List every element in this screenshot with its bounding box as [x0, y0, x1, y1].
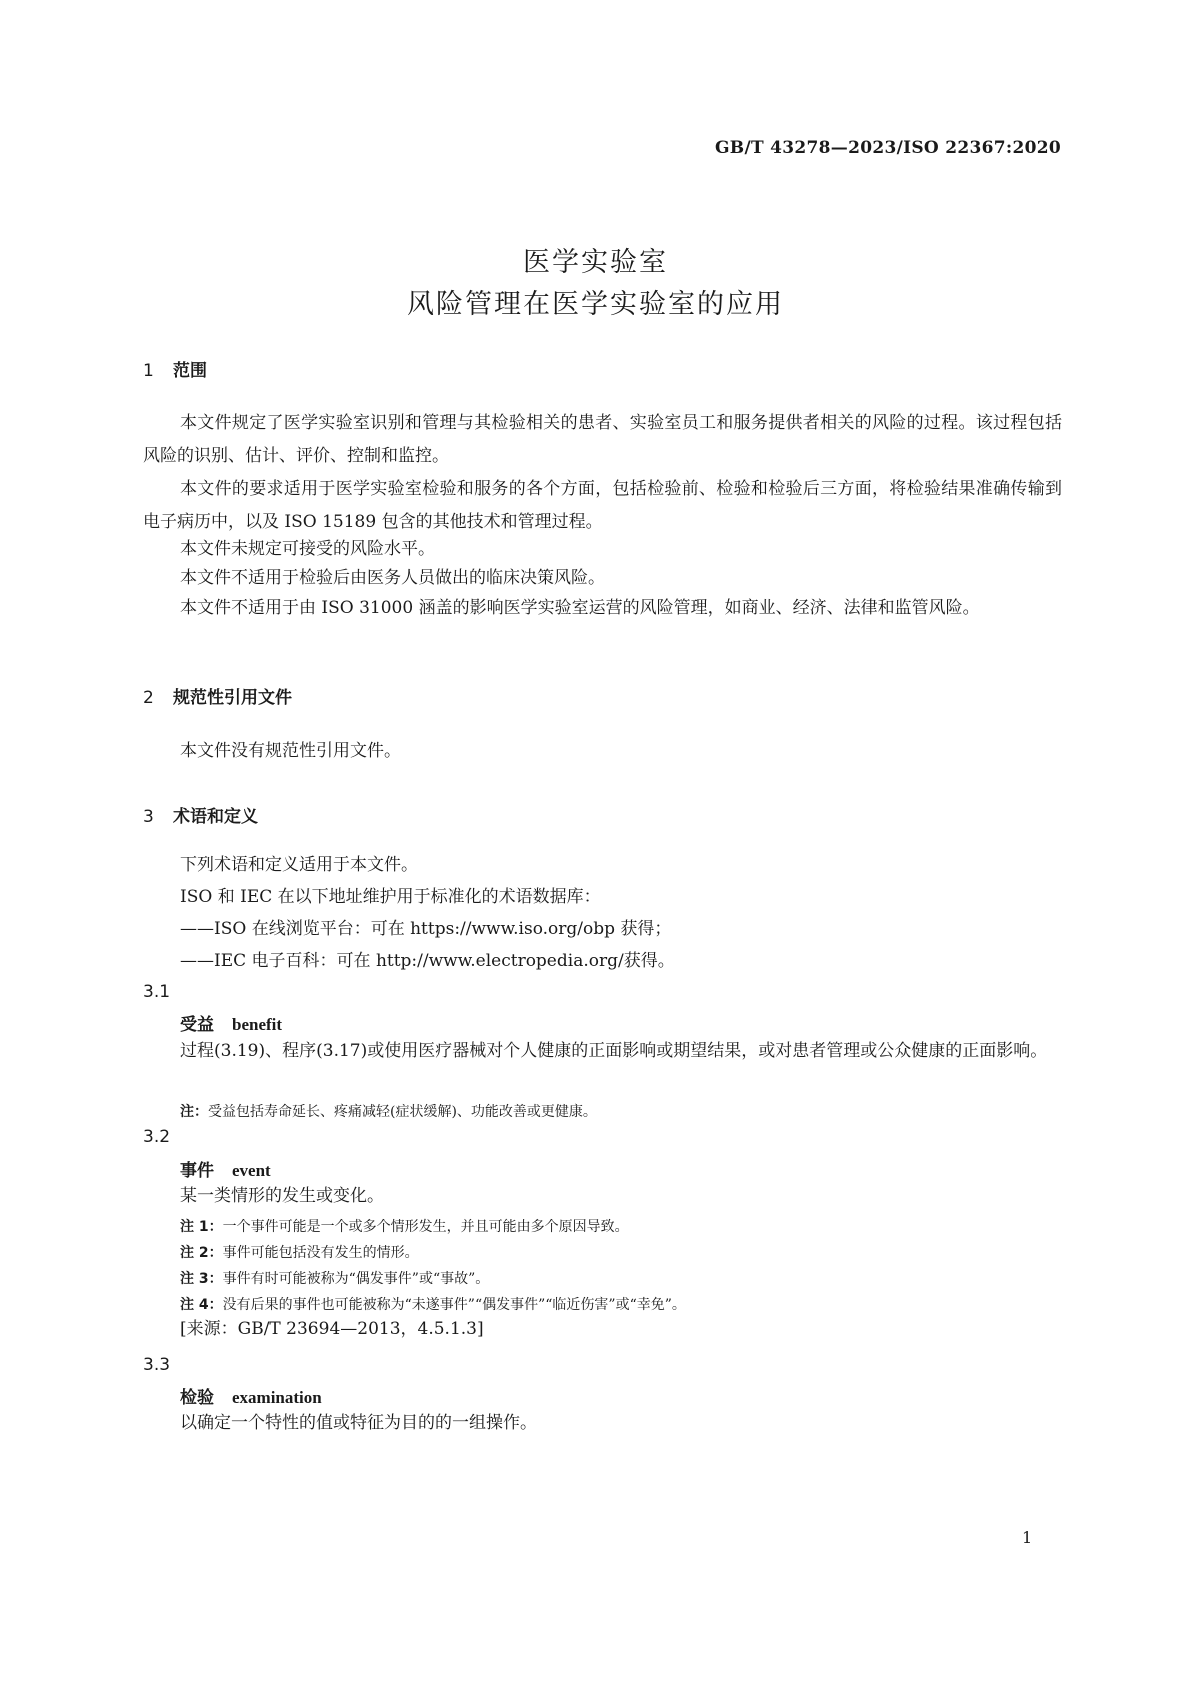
section-1-paragraph: 本文件未规定可接受的风险水平。	[180, 539, 435, 559]
term-note	[180, 1216, 629, 1236]
note-text: 受益包括寿命延长、疼痛减轻(症状缓解)、功能改善或更健康。	[208, 1104, 597, 1120]
term-heading	[180, 1156, 271, 1181]
term-entry-number: 3.3	[143, 1355, 171, 1375]
section-1-paragraph: 本文件不适用于由 ISO 31000 涵盖的影响医学实验室运营的风险管理，如商业、经济、法律和监管风险。	[180, 598, 980, 618]
term-heading	[180, 1383, 322, 1408]
term-note	[180, 1101, 597, 1121]
section-number: 1	[143, 361, 154, 381]
term-note	[180, 1268, 489, 1288]
note-label: 注 4：	[180, 1297, 223, 1313]
note-text: 事件可能包括没有发生的情形。	[222, 1245, 419, 1261]
term-chinese: 事件	[180, 1161, 214, 1181]
section-1-paragraph: 本文件规定了医学实验室识别和管理与其检验相关的患者、实验室员工和服务提供者相关的风险的过程。该过程包括风险的识别、估计、评价、控制和监控。	[143, 413, 1062, 466]
term-definition: 以确定一个特性的值或特征为目的的一组操作。	[180, 1413, 537, 1433]
section-2-paragraph: 本文件没有规范性引用文件。	[180, 741, 401, 761]
term-chinese: 检验	[180, 1388, 214, 1408]
section-title: 规范性引用文件	[173, 688, 292, 708]
note-text: 一个事件可能是一个或多个情形发生，并且可能由多个原因导致。	[222, 1219, 629, 1235]
note-label: 注：	[180, 1104, 208, 1120]
term-chinese: 受益	[180, 1015, 214, 1035]
term-entry-number: 3.1	[143, 982, 171, 1002]
term-english: examination	[232, 1388, 322, 1407]
term-note	[180, 1294, 686, 1314]
section-number: 3	[143, 807, 154, 827]
note-label: 注 1：	[180, 1219, 223, 1235]
section-title: 术语和定义	[173, 807, 258, 827]
term-english: event	[232, 1161, 271, 1180]
section-3-heading	[143, 802, 258, 827]
section-1-paragraph: 本文件不适用于检验后由医务人员做出的临床决策风险。	[180, 568, 605, 588]
page-number: 1	[1022, 1528, 1033, 1547]
section-1-heading	[143, 356, 207, 381]
term-entry-number: 3.2	[143, 1127, 171, 1147]
term-definition: 过程(3.19)、程序(3.17)或使用医疗器械对个人健康的正面影响或期望结果，或对患者管理或公众健康的正面影响。	[180, 1041, 1048, 1061]
section-3-line: 下列术语和定义适用于本文件。	[180, 855, 418, 875]
standard-number: GB/T 43278—2023/ISO 22367:2020	[714, 138, 1061, 158]
section-3-line: ISO 和 IEC 在以下地址维护用于标准化的术语数据库：	[180, 887, 601, 907]
term-source: [来源：GB/T 23694—2013，4.5.1.3]	[180, 1319, 484, 1339]
section-3-line: ——ISO 在线浏览平台：可在 https://www.iso.org/obp 获得；	[180, 919, 672, 939]
section-title: 范围	[173, 361, 207, 381]
note-text: 事件有时可能被称为“偶发事件”或“事故”。	[222, 1271, 490, 1287]
term-english: benefit	[232, 1015, 283, 1034]
section-2-heading	[143, 683, 292, 708]
note-label: 注 2：	[180, 1245, 223, 1261]
term-note	[180, 1242, 419, 1262]
section-3-line: ——IEC 电子百科：可在 http://www.electropedia.org/获得。	[180, 951, 675, 971]
document-title-line2: 风险管理在医学实验室的应用	[407, 289, 784, 320]
document-title-line1: 医学实验室	[523, 247, 668, 278]
note-text: 没有后果的事件也可能被称为“未遂事件”“偶发事件”“临近伤害”或“幸免”。	[222, 1297, 686, 1313]
term-heading	[180, 1010, 282, 1035]
section-1-paragraph: 本文件的要求适用于医学实验室检验和服务的各个方面，包括检验前、检验和检验后三方面，将检验结果准确传输到电子病历中，以及 ISO 15189 包含的其他技术和管理过程。	[143, 479, 1062, 532]
note-label: 注 3：	[180, 1271, 223, 1287]
term-definition: 某一类情形的发生或变化。	[180, 1186, 384, 1206]
section-number: 2	[143, 688, 154, 708]
